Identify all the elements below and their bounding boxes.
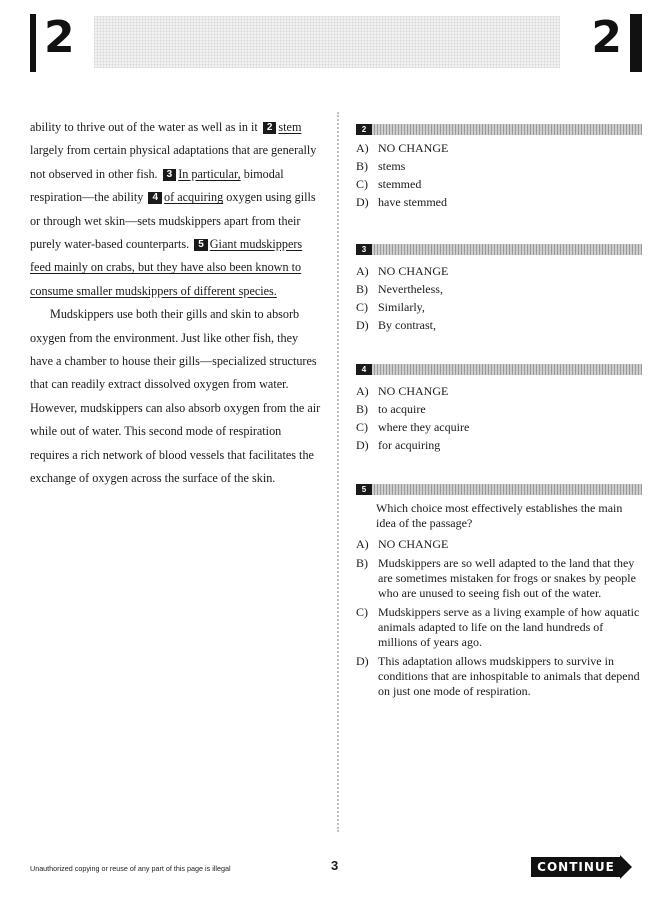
underlined-portion-3[interactable]: In particular,: [178, 166, 241, 181]
question-number: 5: [356, 484, 372, 495]
option-letter: D): [356, 654, 369, 668]
answer-option[interactable]: [356, 537, 642, 552]
passage-paragraph-2: Mudskippers use both their gills and skin to absorb oxygen from the environment. Just like other fish, they have a chamber to house their gills—specialized structures that can readily extract dissolved oxygen from water. However, mudskippers can also absorb oxygen from the air while out of water. This second mode of respiration requires a rich network of blood vessels that facilitates the exchange of oxygen across the surface of the skin.: [30, 307, 321, 486]
answer-option[interactable]: [356, 402, 642, 417]
option-text: Similarly,: [378, 300, 425, 314]
arrow-right-icon: [620, 855, 632, 879]
option-text: to acquire: [378, 402, 426, 416]
answer-option[interactable]: [356, 141, 642, 156]
answer-options: [356, 384, 642, 453]
passage-text: ability to thrive out of the water as well as in it: [30, 120, 258, 134]
passage-text: oxygen using gills or through wet skin—sets mudskippers apart from their purely water-based counterparts.: [30, 190, 316, 252]
question-5: [356, 484, 642, 703]
answer-option[interactable]: [356, 605, 642, 650]
option-text: stems: [378, 159, 406, 173]
answer-option[interactable]: [356, 264, 642, 279]
option-text: where they acquire: [378, 420, 470, 434]
header-band: [94, 16, 560, 68]
continue-button[interactable]: [531, 855, 631, 879]
question-prompt: Which choice most effectively establishes the main idea of the passage?: [376, 501, 623, 530]
option-text: stemmed: [378, 177, 422, 191]
question-4: [356, 364, 642, 456]
option-letter: A): [356, 384, 369, 398]
column-divider: [337, 112, 339, 832]
section-number-left: 2: [44, 12, 75, 63]
question-number: 2: [356, 124, 372, 135]
option-letter: C): [356, 300, 368, 314]
question-header: [356, 244, 642, 255]
option-letter: B): [356, 556, 368, 570]
question-number: 3: [356, 244, 372, 255]
continue-label: CONTINUE: [531, 857, 621, 877]
answer-options: [356, 264, 642, 333]
question-number: 4: [356, 364, 372, 375]
page-number: 3: [331, 858, 339, 873]
passage-text: bimodal respiration—the ability: [30, 166, 284, 205]
option-letter: C): [356, 605, 368, 619]
header-right-bar: [630, 14, 642, 72]
passage-paragraph-1: [30, 116, 322, 303]
underlined-portion-2[interactable]: stem: [278, 120, 302, 134]
section-number-right: 2: [591, 12, 622, 63]
passage-text: largely from certain physical adaptations that are generally not observed in other fish.: [30, 143, 317, 181]
option-letter: C): [356, 177, 368, 191]
option-letter: A): [356, 537, 369, 551]
option-text: NO CHANGE: [378, 537, 449, 551]
answer-option[interactable]: [356, 177, 642, 192]
answer-option[interactable]: [356, 318, 642, 333]
option-text: NO CHANGE: [378, 264, 449, 278]
question-header: [356, 364, 642, 375]
copyright-notice: Unauthorized copying or reuse of any part of this page is illegal: [30, 864, 231, 873]
answer-option[interactable]: [356, 384, 642, 399]
question-3: [356, 244, 642, 336]
answer-option[interactable]: [356, 282, 642, 297]
option-text: NO CHANGE: [378, 384, 449, 398]
option-text: Mudskippers serve as a living example of how aquatic animals adapted to life on the land hundreds of millions of years ago.: [378, 605, 640, 649]
option-text: Nevertheless,: [378, 282, 443, 296]
option-letter: D): [356, 195, 369, 209]
answer-option[interactable]: [356, 556, 642, 601]
option-text: NO CHANGE: [378, 141, 449, 155]
option-text: have stemmed: [378, 195, 447, 209]
question-header: [356, 124, 642, 135]
question-marker-2[interactable]: 2: [263, 122, 277, 134]
header-left-bar: [30, 14, 36, 72]
option-letter: A): [356, 264, 369, 278]
option-letter: B): [356, 159, 368, 173]
question-marker-4[interactable]: 4: [148, 192, 162, 204]
question-marker-3[interactable]: 3: [163, 169, 177, 181]
answer-option[interactable]: [356, 300, 642, 315]
answer-option[interactable]: [356, 654, 642, 699]
question-header: [356, 484, 642, 495]
option-letter: D): [356, 438, 369, 452]
underlined-portion-4[interactable]: of acquiring: [164, 190, 224, 205]
option-letter: C): [356, 420, 368, 434]
underlined-portion-5[interactable]: Giant mudskippers feed mainly on crabs, but they have also been known to consume smaller mudskippers of different species.: [30, 237, 303, 298]
option-text: Mudskippers are so well adapted to the land that they are sometimes mistaken for frogs or snakes by people who are unused to seeing fish out of the water.: [378, 556, 636, 600]
answer-options: [356, 537, 642, 699]
answer-options: [356, 141, 642, 210]
answer-option[interactable]: [356, 438, 642, 453]
option-letter: B): [356, 282, 368, 296]
question-2: [356, 124, 642, 213]
option-text: This adaptation allows mudskippers to survive in conditions that are inhospitable to animals that depend on just one mode of respiration.: [378, 654, 640, 698]
option-letter: B): [356, 402, 368, 416]
option-letter: D): [356, 318, 369, 332]
option-text: for acquiring: [378, 438, 441, 452]
question-marker-5[interactable]: 5: [194, 239, 208, 251]
answer-option[interactable]: [356, 420, 642, 435]
answer-option[interactable]: [356, 195, 642, 210]
option-text: By contrast,: [378, 318, 436, 332]
answer-option[interactable]: [356, 159, 642, 174]
passage: [30, 116, 322, 491]
option-letter: A): [356, 141, 369, 155]
